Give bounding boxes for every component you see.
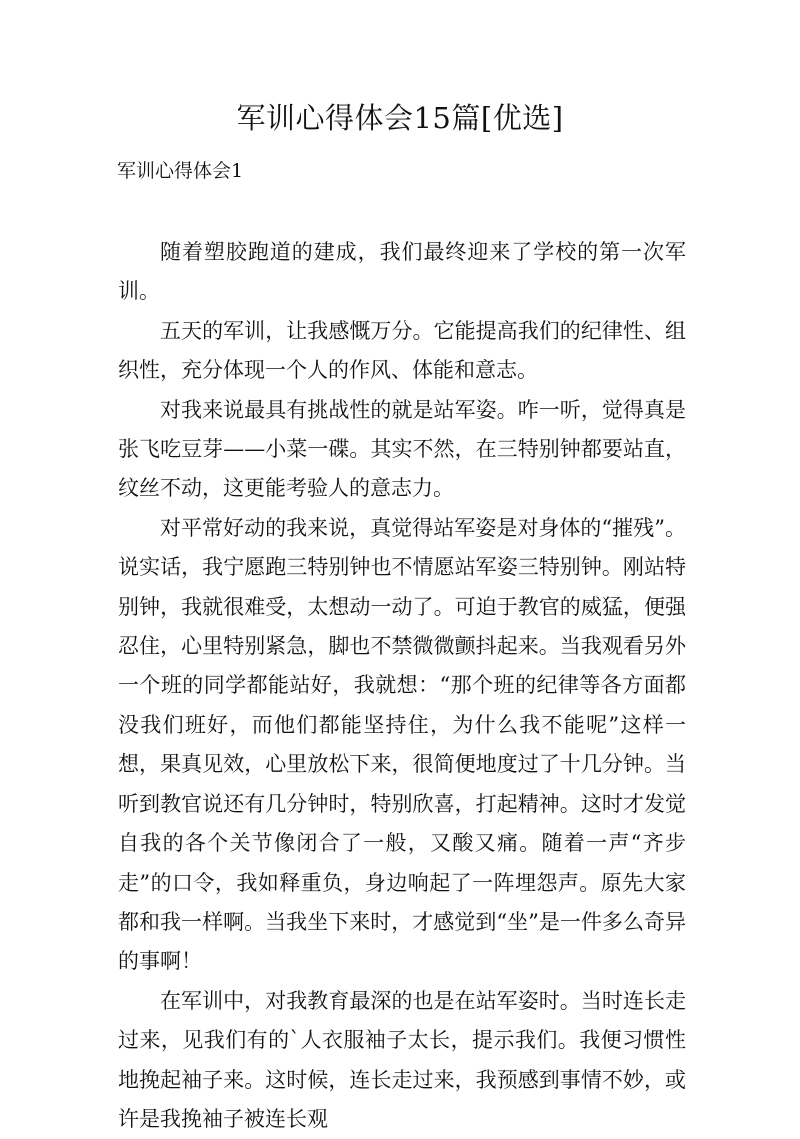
paragraph: 对我来说最具有挑战性的就是站军姿。咋一听，觉得真是张飞吃豆芽——小菜一碟。其实不然，在三特别钟都要站直，纹丝不动，这更能考验人的意志力。 — [118, 397, 686, 501]
paragraph: 随着塑胶跑道的建成，我们最终迎来了学校的第一次军训。 — [118, 240, 686, 304]
paragraph: 在军训中，对我教育最深的也是在站军姿时。当时连长走过来，见我们有的`人衣服袖子太长，提示我们。我便习惯性地挽起袖子来。这时候，连长走过来，我预感到事情不妙，或许是我挽袖子被连长观 — [118, 988, 686, 1131]
document-body — [118, 233, 686, 1139]
paragraph: 对平常好动的我来说，真觉得站军姿是对身体的“摧残”。说实话，我宁愿跑三特别钟也不情愿站军姿三特别钟。刚站特别钟，我就很难受，太想动一动了。可迫于教官的威猛，便强忍住，心里特别紧急，脚也不禁微微颤抖起来。当我观看另外一个班的同学都能站好，我就想：“那个班的纪律等各方面都没我们班好，而他们都能坚持住，为什么我不能呢”这样一想，果真见效，心里放松下来，很简便地度过了十几分钟。当听到教官说还有几分钟时，特别欣喜，打起精神。这时才发觉自我的各个关节像闭合了一般，又酸又痛。随着一声“齐步走”的口令，我如释重负，身边响起了一阵埋怨声。原先大家都和我一样啊。当我坐下来时，才感觉到“坐”是一件多么奇异的事啊！ — [118, 515, 686, 974]
document-title: 军训心得体会15篇[优选] — [236, 101, 564, 135]
section-heading: 军训心得体会1 — [117, 160, 244, 182]
paragraph: 五天的军训，让我感慨万分。它能提高我们的纪律性、组织性，充分体现一个人的作风、体能和意志。 — [118, 318, 686, 383]
